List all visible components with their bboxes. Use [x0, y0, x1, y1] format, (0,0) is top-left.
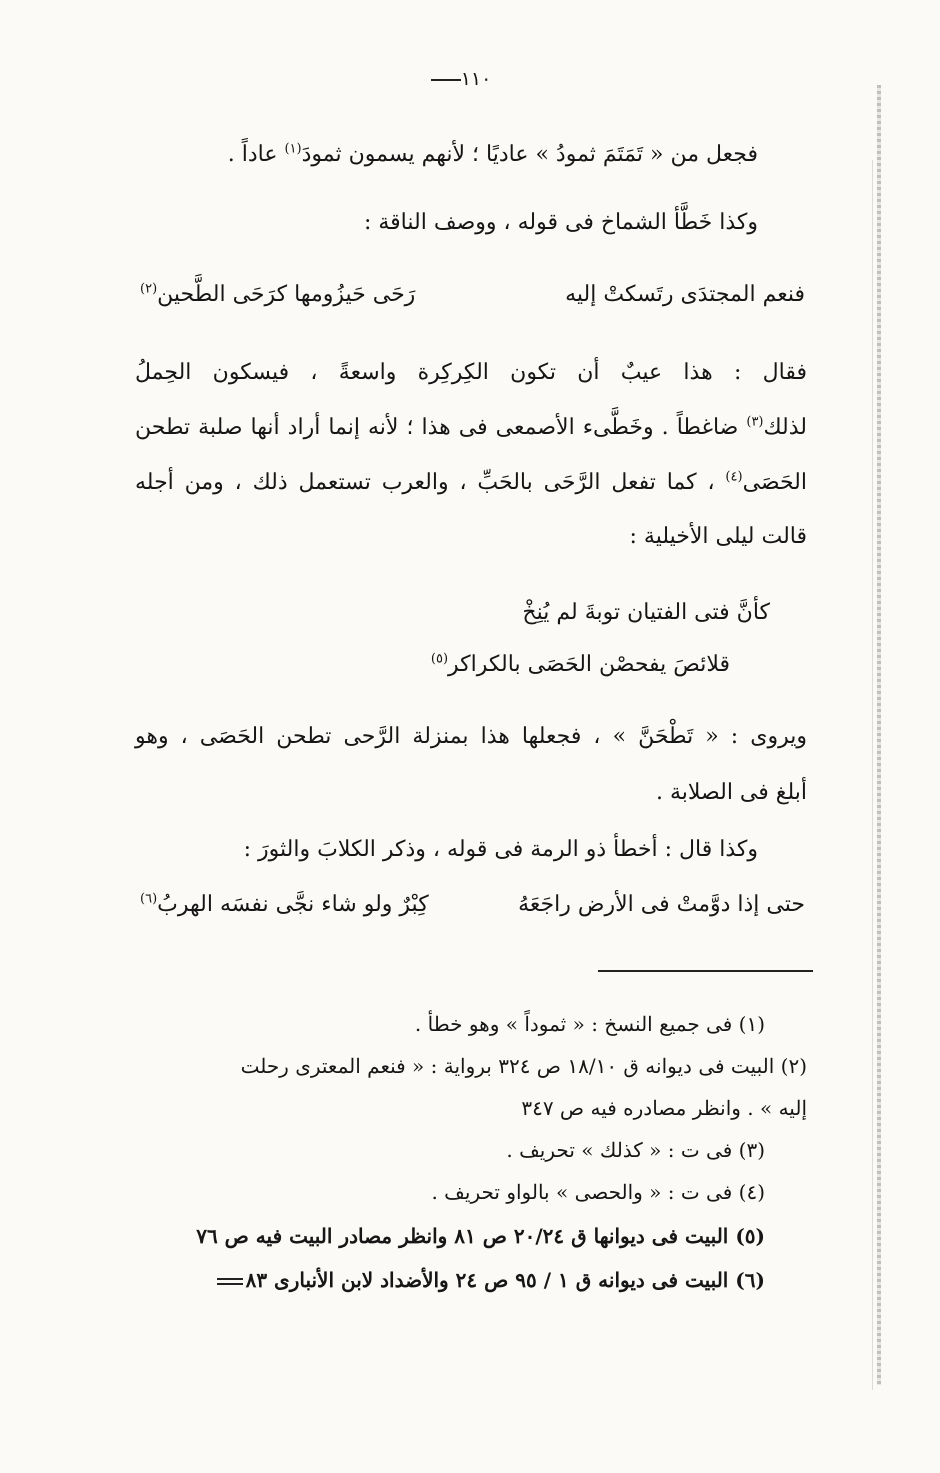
footnote-ref-4: (٤): [725, 469, 743, 485]
verse-3-hemistich-2: [140, 890, 429, 920]
footnote-6: [217, 1266, 765, 1294]
verse-2-hemistich-1-text: كأنَّ فتى الفتيان توبةَ لم يُنِخْ: [522, 600, 770, 625]
paragraph-3-line-3: [135, 468, 807, 498]
paragraph-3-line-1-text: فقال : هذا عيبٌ أن تكون الكِركِرة واسعةً ، فيسكون الحِملُ: [135, 360, 807, 385]
verse-1-hemistich-1: فنعم المجتدَى رتَسكتْ إليه: [565, 282, 805, 307]
paragraph-2: [364, 208, 758, 238]
page-number: [418, 68, 498, 90]
footnote-separator: [598, 970, 813, 972]
footnote-4-text: (٤) فى ت : « والحصى » بالواو تحريف .: [431, 1180, 765, 1204]
paragraph-4-line-2-text: أبلغ فى الصلابة .: [656, 780, 807, 805]
footnote-5: [196, 1222, 765, 1250]
footnote-3: [506, 1136, 765, 1164]
page-number-dash: [431, 79, 461, 81]
paragraph-5: [244, 835, 758, 865]
footnote-4: [431, 1178, 765, 1206]
paragraph-4-line-1: [135, 722, 807, 752]
verse-1: [140, 280, 805, 312]
footnote-2-line-2: [521, 1094, 807, 1122]
paragraph-4-line-1-text: ويروى : « تَطْحَنَّ » ، فجعلها هذا بمنزلة الرَّحى تطحن الحَصَى ، وهو: [135, 724, 807, 749]
footnote-6-text: (٦) البيت فى ديوانه ق ١ / ٩٥ ص ٢٤ والأضداد لابن الأنبارى ٨٣: [245, 1268, 765, 1292]
footnote-1-text: (١) فى جميع النسخ : « ثموداً » وهو خطأ .: [414, 1012, 765, 1036]
paragraph-1: [228, 140, 758, 170]
paragraph-4-line-2: [656, 778, 807, 808]
paragraph-3-line-2-b: ضاغطاً . وخَطَّىء الأصمعى فى هذا ؛ لأنه إنما أراد أنها صلبة تطحن: [135, 415, 739, 440]
paragraph-3-line-3-content: [135, 470, 807, 495]
paragraph-3-line-2-a: لذلك: [763, 415, 807, 440]
paragraph-3-line-4-text: قالت ليلى الأخيلية :: [629, 524, 807, 549]
footnote-1: [415, 1010, 765, 1038]
paragraph-3-line-1: [135, 358, 807, 388]
paragraph-1-text: فجعل من « تَمَتَمَ ثمودُ » عاديًا ؛ لأنهم يسمون ثمودَ: [301, 142, 758, 167]
verse-3-hemistich-1: حتى إذا دوَّمتْ فى الأرض راجَعَهُ: [518, 892, 805, 917]
end-of-page-mark: [217, 1278, 243, 1285]
paragraph-3-line-3-b: ، كما تفعل الرَّحَى بالحَبِّ ، والعرب تستعمل ذلك ، ومن أجله: [135, 470, 715, 495]
footnote-ref-1: (١): [284, 141, 302, 157]
page-number-text: ١١٠: [460, 68, 492, 90]
footnote-ref-6: (٦): [140, 891, 158, 907]
paragraph-1-end: عاداً .: [227, 142, 278, 167]
verse-3-hemistich-2-text: كِبْرٌ ولو شاء نجَّى نفسَه الهربُ: [157, 892, 429, 917]
paragraph-5-text: وكذا قال : أخطأ ذو الرمة فى قوله ، وذكر الكلابَ والثورَ :: [243, 837, 758, 862]
footnote-ref-5: (٥): [430, 651, 449, 667]
footnote-5-text: (٥) البيت فى ديوانها ق ٢٠/٢٤ ص ٨١ وانظر مصادر البيت فيه ص ٧٦: [196, 1224, 765, 1248]
verse-1-hemistich-2: [140, 280, 415, 310]
page-edge-line: [872, 160, 873, 1390]
verse-2-hemistich-2-text: قلائصَ يفحصْن الحَصَى بالكراكر: [448, 652, 730, 677]
footnote-ref-3: (٣): [746, 414, 764, 430]
page-edge-shadow: [877, 85, 881, 1385]
paragraph-3-line-4: [630, 522, 808, 552]
paragraph-3-line-2-content: [135, 415, 807, 440]
verse-2-hemistich-1: [522, 598, 770, 628]
footnote-2-line-2-text: إليه » . وانظر مصادره فيه ص ٣٤٧: [521, 1096, 807, 1120]
verse-2-hemistich-2: [431, 650, 730, 680]
footnote-3-text: (٣) فى ت : « كذلك » تحريف .: [506, 1138, 765, 1162]
footnote-ref-2: (٢): [140, 281, 158, 297]
paragraph-2-text: وكذا خَطَّأ الشماخ فى قوله ، ووصف الناقة :: [363, 210, 758, 235]
verse-1-hemistich-2-text: رَحَى حَيزُومها كرَحَى الطَّحين: [157, 282, 416, 307]
footnote-2-line-1-text: (٢) البيت فى ديوانه ق ١٨/١٠ ص ٣٢٤ برواية : « فنعم المعترى رحلت: [240, 1054, 807, 1078]
footnote-2-line-1: [241, 1052, 807, 1080]
paragraph-3-line-2: [135, 413, 807, 443]
paragraph-3-line-3-a: الحَصَى: [742, 470, 807, 495]
verse-3: [140, 890, 805, 922]
